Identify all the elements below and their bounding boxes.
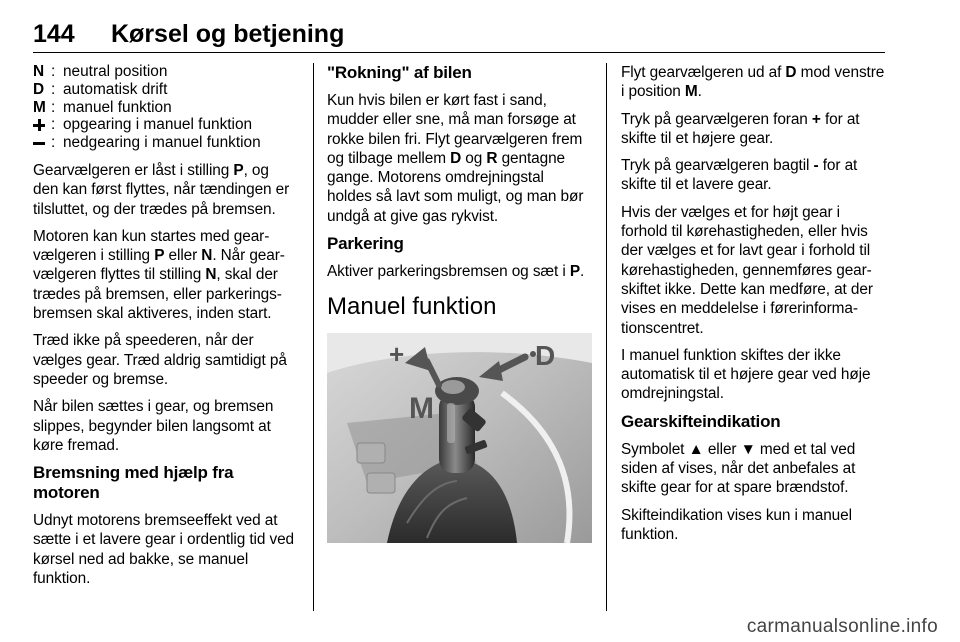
paragraph: Skifteindikation vises kun i manuel funktion. [621, 506, 852, 543]
legend-row: N : neutral position [33, 63, 168, 80]
paragraph: Hvis der vælges et for højt gear i forhold til kørehastigheden, eller hvis der vælges et for lavt gear i forhold til kørehastigheden, gennemføres gear-skiftet ikke. Dette kan medføre, at der vises en meddelelse i førerinforma-tionscentret. [621, 203, 873, 337]
plus-icon [33, 119, 45, 131]
svg-text:M: M [409, 392, 434, 426]
minus-icon [33, 142, 45, 145]
paragraph: Træd ikke på speederen, når der vælges gear. Træd aldrig samtidigt på speeder og bremse. [33, 332, 287, 388]
section-heading: "Rokning" af bilen [327, 63, 472, 82]
paragraph: I manuel funktion skiftes der ikke automatisk til et højere gear ved høje omdrejningstal. [621, 346, 871, 403]
paragraph: Flyt gearvælgeren ud af D mod venstre i position M. [621, 64, 885, 101]
legend-row: M : manuel funktion [33, 98, 172, 116]
column-left [33, 63, 298, 596]
chapter-heading: Manuel funktion [327, 293, 497, 321]
svg-text:+: + [389, 339, 405, 370]
gear-position-legend [33, 63, 298, 152]
svg-text:-: - [467, 438, 475, 464]
paragraph: Når bilen sættes i gear, og bremsen slippes, begynder bilen langsomt at køre fremad. [33, 398, 274, 454]
column-divider [606, 63, 607, 611]
legend-row: : nedgearing i manuel funktion [33, 134, 298, 152]
legend-text: manuel funktion [63, 98, 172, 116]
svg-text:D: D [535, 340, 556, 372]
page-title: Kørsel og betjening [111, 20, 345, 48]
watermark: carmanualsonline.info [746, 616, 938, 637]
section-heading: Parkering [327, 234, 404, 254]
legend-text: opgearing i manuel funktion [63, 116, 253, 134]
section-heading: Gearskifteindikation [621, 411, 781, 431]
legend-key: D [33, 80, 45, 98]
paragraph: Motoren kan kun startes med gear-vælgeren i stilling P eller N. Når gear-vælgeren flyttes til stilling N, skal der trædes på bremsen, eller parkerings-bremsen skal aktiveres, inden start. [33, 227, 285, 323]
legend-text: neutral position [63, 63, 168, 80]
paragraph: Udnyt motorens bremseeffekt ved at sætte i et lavere gear i ordentlig tid ved kørsel ned ad bakke, se manuel funktion. [33, 512, 295, 588]
column-right [621, 63, 886, 552]
page-number: 144 [33, 20, 75, 48]
gear-selector-illustration [327, 333, 592, 543]
column-divider [313, 63, 314, 611]
legend-text: automatisk drift [63, 80, 168, 98]
figure-label-m [409, 392, 434, 425]
legend-text: nedgearing i manuel funktion [63, 134, 261, 152]
gear-selector-image [327, 333, 592, 543]
paragraph: Tryk på gearvælgeren foran + for at skifte til et højere gear. [621, 110, 860, 147]
column-middle [327, 63, 591, 543]
paragraph: Aktiver parkeringsbremsen og sæt i P. [327, 263, 585, 281]
paragraph: Gearvælgeren er låst i stilling P, og den kan først flyttes, når tændingen er tilsluttet, og der trædes på bremsen. [33, 161, 290, 218]
page-header [33, 18, 885, 53]
figure-label-plus [389, 339, 404, 369]
legend-key: N [33, 63, 45, 80]
paragraph: Symbolet ▲ eller ▼ med et tal ved siden af vises, når det anbefales at skifte gear for at spare brændstof. [621, 440, 856, 497]
section-heading: Bremsning med hjælp fra motoren [33, 463, 234, 503]
legend-row: D : automatisk drift [33, 80, 168, 98]
legend-row: : opgearing i manuel funktion [33, 116, 298, 134]
figure-label-minus [467, 438, 474, 463]
paragraph: Tryk på gearvælgeren bagtil - for at skifte til et lavere gear. [621, 157, 858, 194]
figure-label-d [535, 340, 555, 371]
paragraph: Kun hvis bilen er kørt fast i sand, mudder eller sne, må man forsøge at rokke bilen fri. Flyt gearvælgeren frem og tilbage mellem D og R gentagne gange. Motorens omdrejningstal holdes så lavt som muligt, og man bør undgå at give gas rykvist. [327, 92, 584, 225]
legend-key: M [33, 98, 46, 116]
